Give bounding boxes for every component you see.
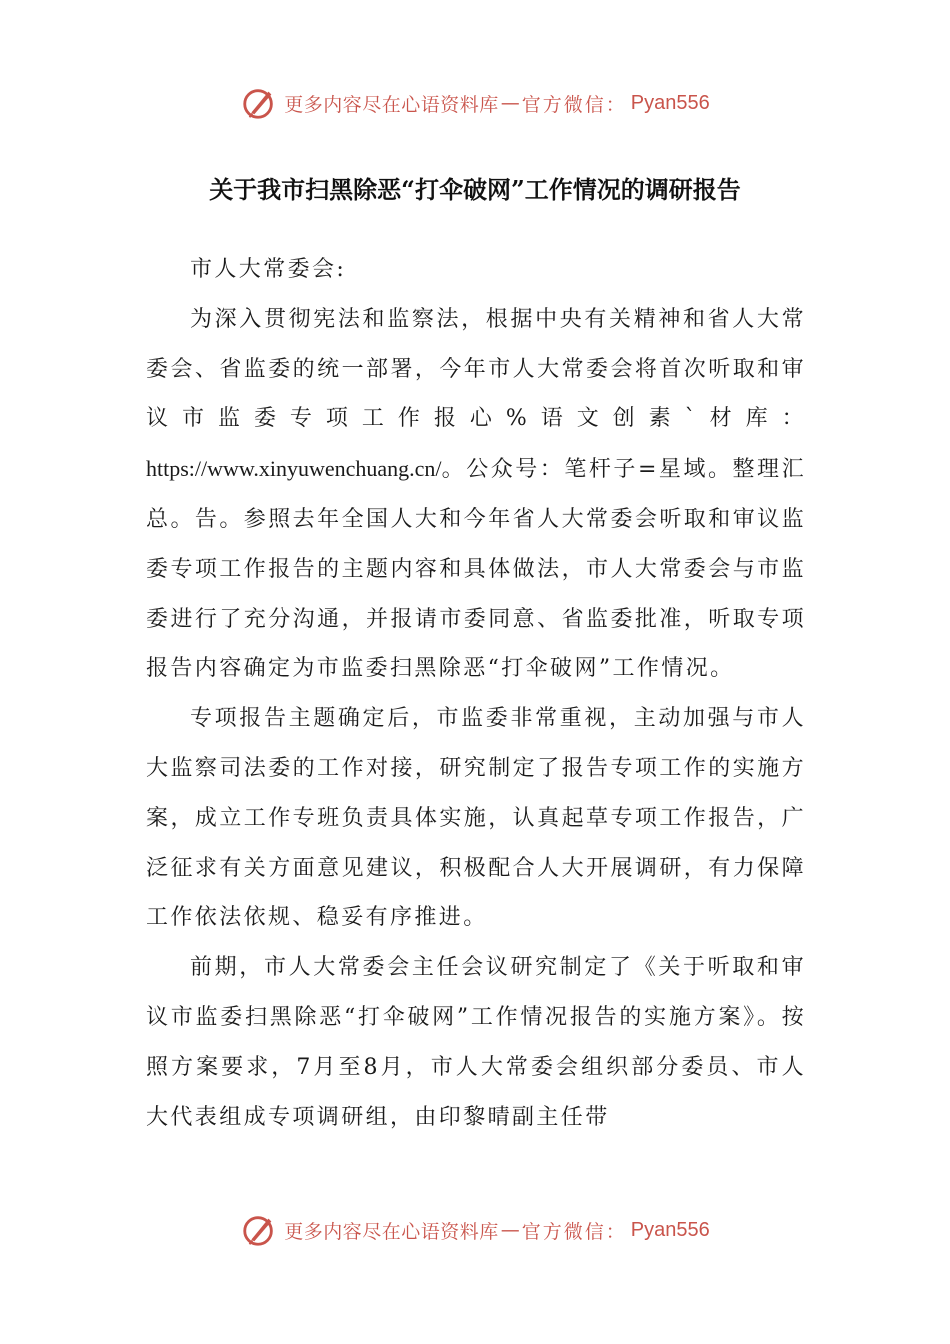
paragraph-3: 前期，市人大常委会主任会议研究制定了《关于听取和审议市监委扫黑除恶“打伞破网”工作情况报告的实施方案》。按照方案要求，7月至8月，市人大常委会组织部分委员、市人大代表组成专项调研组，由印黎晴副主任带 — [146, 955, 806, 1130]
banner-brand: 更多内容尽在心语资料库 — [284, 1220, 499, 1243]
banner-separator: — — [500, 1219, 520, 1241]
paragraph-1-url: https://www.xinyuwenchuang.cn/ — [146, 456, 442, 482]
document-title: 关于我市扫黑除恶“打伞破网”工作情况的调研报告 — [209, 175, 741, 204]
paragraph-2: 专项报告主题确定后，市监委非常重视，主动加强与市人大监察司法委的工作对接，研究制定了报告专项工作的实施方案，成立工作专班负责具体实施，认真起草专项工作报告，广泛征求有关方面意见建议，积极配合人大开展调研，有力保障工作依法依规、稳妥有序推进。 — [146, 706, 806, 931]
quill-logo-icon — [240, 84, 278, 122]
quill-logo-icon — [240, 1211, 278, 1249]
document-body — [146, 245, 806, 1142]
banner-wechat-label: 官方微信： — [521, 93, 627, 116]
paragraph-1-text-a: 为深入贯彻宪法和监察法，根据中央有关精神和省人大常委会、省监委的统一部署，今年市人大常委会将首次听取和审议市监委专项工作报心%语文创素`材库： — [146, 306, 806, 432]
paragraph-1 — [146, 295, 806, 694]
banner-separator: — — [500, 92, 520, 114]
header-banner — [0, 83, 950, 123]
footer-banner — [0, 1210, 950, 1250]
banner-brand: 更多内容尽在心语资料库 — [284, 93, 499, 116]
salutation: 市人大常委会: — [190, 257, 347, 282]
banner-wechat-id: Pyan556 — [630, 91, 710, 114]
banner-wechat-id: Pyan556 — [630, 1218, 710, 1241]
banner-wechat-label: 官方微信： — [521, 1220, 627, 1243]
paragraph-1-text-b: 。公众号：笔杆子=星域。整理汇总。告。参照去年全国人大和今年省人大常委会听取和审议监委专项工作报告的主题内容和具体做法，市人大常委会与市监委进行了充分沟通，并报请市委同意、省监委批准，听取专项报告内容确定为市监委扫黑除恶“打伞破网”工作情况。 — [146, 457, 806, 682]
